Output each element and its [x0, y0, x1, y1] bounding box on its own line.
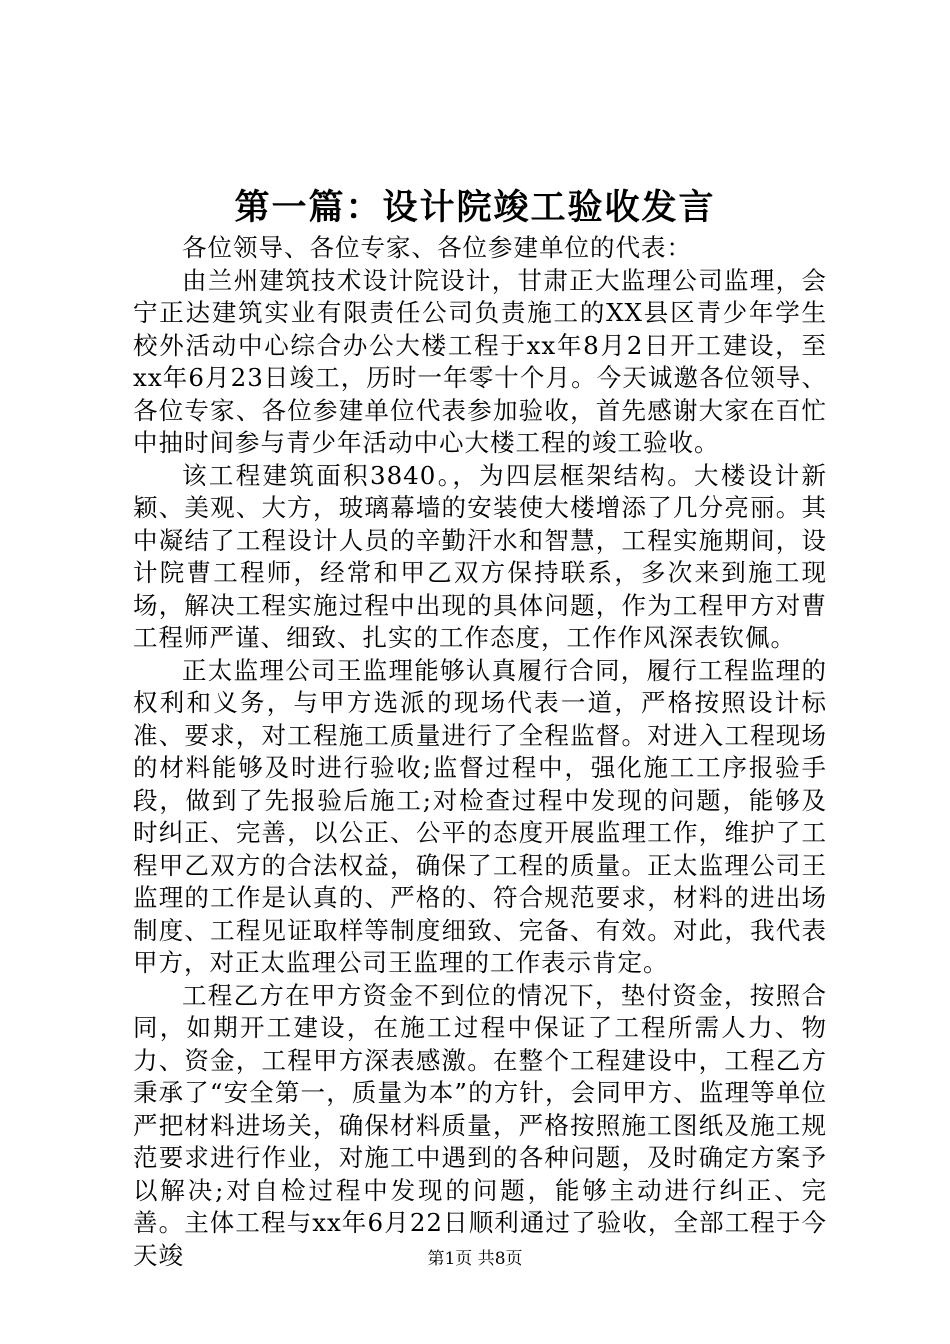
page-number-footer: 第1页 共8页 — [427, 1249, 523, 1269]
paragraph: 正太监理公司王监理能够认真履行合同，履行工程监理的权利和义务，与甲方选派的现场代表一道，严格按照设计标准、要求，对工程施工质量进行了全程监督。对进入工程现场的材料能够及时进行验收;监督过程中，强化施工工序报验手段，做到了先报验后施工;对检查过程中发现的问题，能够及时纠正、完善，以公正、公平的态度开展监理工作，维护了工程甲乙双方的合法权益，确保了工程的质量。正太监理公司王监理的工作是认真的、严格的、符合规范要求，材料的进出场制度、工程见证取样等制度细致、完备、有效。对此，我代表甲方，对正太监理公司王监理的工作表示肯定。 — [133, 655, 827, 977]
document-body — [133, 232, 827, 1272]
paragraph-salutation: 各位领导、各位专家、各位参建单位的代表： — [182, 233, 692, 262]
paragraph: 该工程建筑面积3840。，为四层框架结构。大楼设计新颖、美观、大方，玻璃幕墙的安装使大楼增添了几分亮丽。其中凝结了工程设计人员的辛勤汗水和智慧，工程实施期间，设计院曹工程师，经常和甲乙双方保持联系，多次来到施工现场，解决工程实施过程中出现的具体问题，作为工程甲方对曹工程师严谨、细致、扎实的工作态度，工作作风深表钦佩。 — [133, 460, 827, 652]
paragraph: 工程乙方在甲方资金不到位的情况下，垫付资金，按照合同，如期开工建设，在施工过程中保证了工程所需人力、物力、资金，工程甲方深表感激。在整个工程建设中，工程乙方秉承了“安全第一，质量为本”的方针，会同甲方、监理等单位严把材料进场关，确保材料质量，严格按照施工图纸及施工规范要求进行作业，对施工中遇到的各种问题，及时确定方案予以解决;对自检过程中发现的问题，能够主动进行纠正、完善。主体工程与xx年6月22日顺利通过了验收，全部工程于今天竣 — [133, 980, 827, 1270]
document-title: 第一篇：设计院竣工验收发言 — [234, 187, 716, 228]
paragraph: 由兰州建筑技术设计院设计，甘肃正大监理公司监理，会宁正达建筑实业有限责任公司负责施工的XX县区青少年学生校外活动中心综合办公大楼工程于xx年8月2日开工建设，至xx年6月23日竣工，历时一年零十个月。今天诚邀各位领导、各位专家、各位参建单位代表参加验收，首先感谢大家在百忙中抽时间参与青少年活动中心大楼工程的竣工验收。 — [133, 265, 827, 457]
